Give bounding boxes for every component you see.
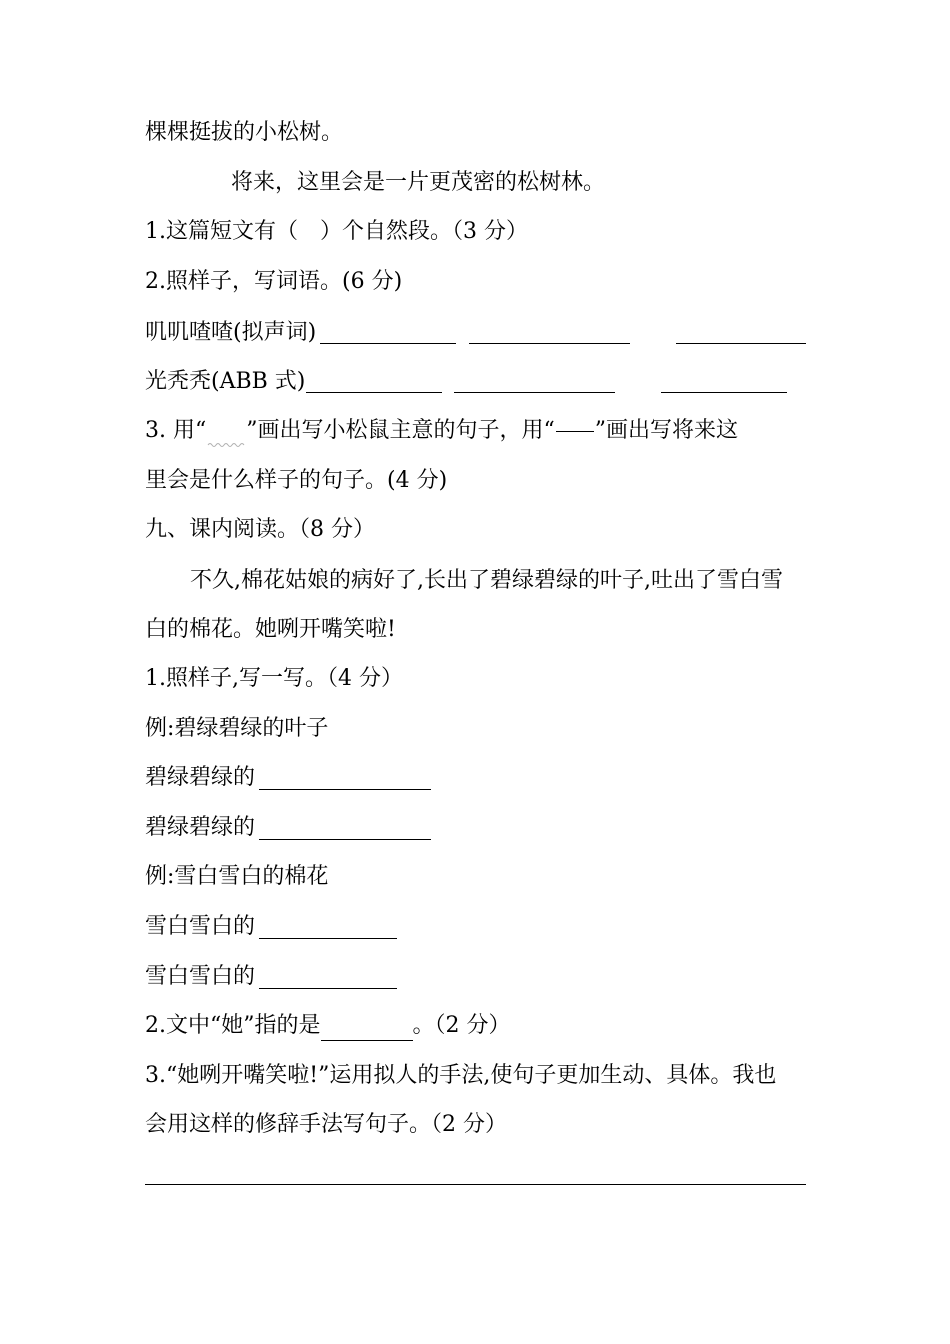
fill-prompt: 雪白雪白的 <box>145 914 256 939</box>
reading-passage-line: 白的棉花。她咧开嘴笑啦! <box>145 617 396 642</box>
answer-blank[interactable] <box>454 392 615 393</box>
s9-question-3: 3.“她咧开嘴笑啦!”运用拟人的手法,使句子更加生动、具体。我也 <box>145 1063 777 1088</box>
answer-blank[interactable] <box>306 392 442 393</box>
section-heading: 九、课内阅读。（8 分） <box>145 517 375 542</box>
s9-question-1: 1.照样子,写一写。（4 分） <box>145 666 403 691</box>
q2-row1-label: 叽叽喳喳(拟声词) <box>145 320 317 345</box>
fill-prompt: 雪白雪白的 <box>145 964 256 989</box>
answer-blank[interactable] <box>259 789 431 790</box>
answer-blank[interactable] <box>661 392 787 393</box>
wavy-line-icon <box>206 427 246 435</box>
question-2: 2.照样子，写词语。(6 分) <box>145 269 403 294</box>
reading-passage-line: 不久,棉花姑娘的病好了,长出了碧绿碧绿的叶子,吐出了雪白雪 <box>190 568 783 593</box>
fill-prompt: 碧绿碧绿的 <box>145 765 256 790</box>
q3-middle: ”画出写小松鼠主意的句子，用“ <box>246 418 555 443</box>
s9-question-3-cont: 会用这样的修辞手法写句子。（2 分） <box>145 1112 507 1137</box>
answer-blank[interactable] <box>321 1018 413 1041</box>
q3-suffix: ”画出写将来这 <box>594 418 738 443</box>
q2-prefix: 2.文中“她”指的是 <box>145 1013 321 1038</box>
answer-blank[interactable] <box>259 938 397 939</box>
example: 例:碧绿碧绿的叶子 <box>145 716 329 741</box>
answer-blank[interactable] <box>320 343 456 344</box>
question-1: 1.这篇短文有（ ）个自然段。（3 分） <box>145 219 528 244</box>
question-3-cont: 里会是什么样子的句子。(4 分) <box>145 468 448 493</box>
answer-blank[interactable] <box>259 839 431 840</box>
question-3 <box>145 416 738 446</box>
q2-row2-label: 光秃秃(ABB 式) <box>145 369 306 394</box>
answer-blank[interactable] <box>469 343 630 344</box>
straight-line-icon <box>556 431 594 432</box>
answer-blank[interactable] <box>676 343 806 344</box>
q3-prefix: 3. 用“ <box>145 418 207 443</box>
answer-blank[interactable] <box>259 988 397 989</box>
q2-suffix: 。（2 分） <box>412 1013 511 1038</box>
s9-question-2 <box>145 1011 511 1041</box>
fill-prompt: 碧绿碧绿的 <box>145 815 256 840</box>
answer-line[interactable] <box>145 1184 806 1185</box>
passage-line: 将来，这里会是一片更茂密的松树林。 <box>231 170 606 195</box>
passage-line: 棵棵挺拔的小松树。 <box>145 120 344 145</box>
example: 例:雪白雪白的棉花 <box>145 864 329 889</box>
